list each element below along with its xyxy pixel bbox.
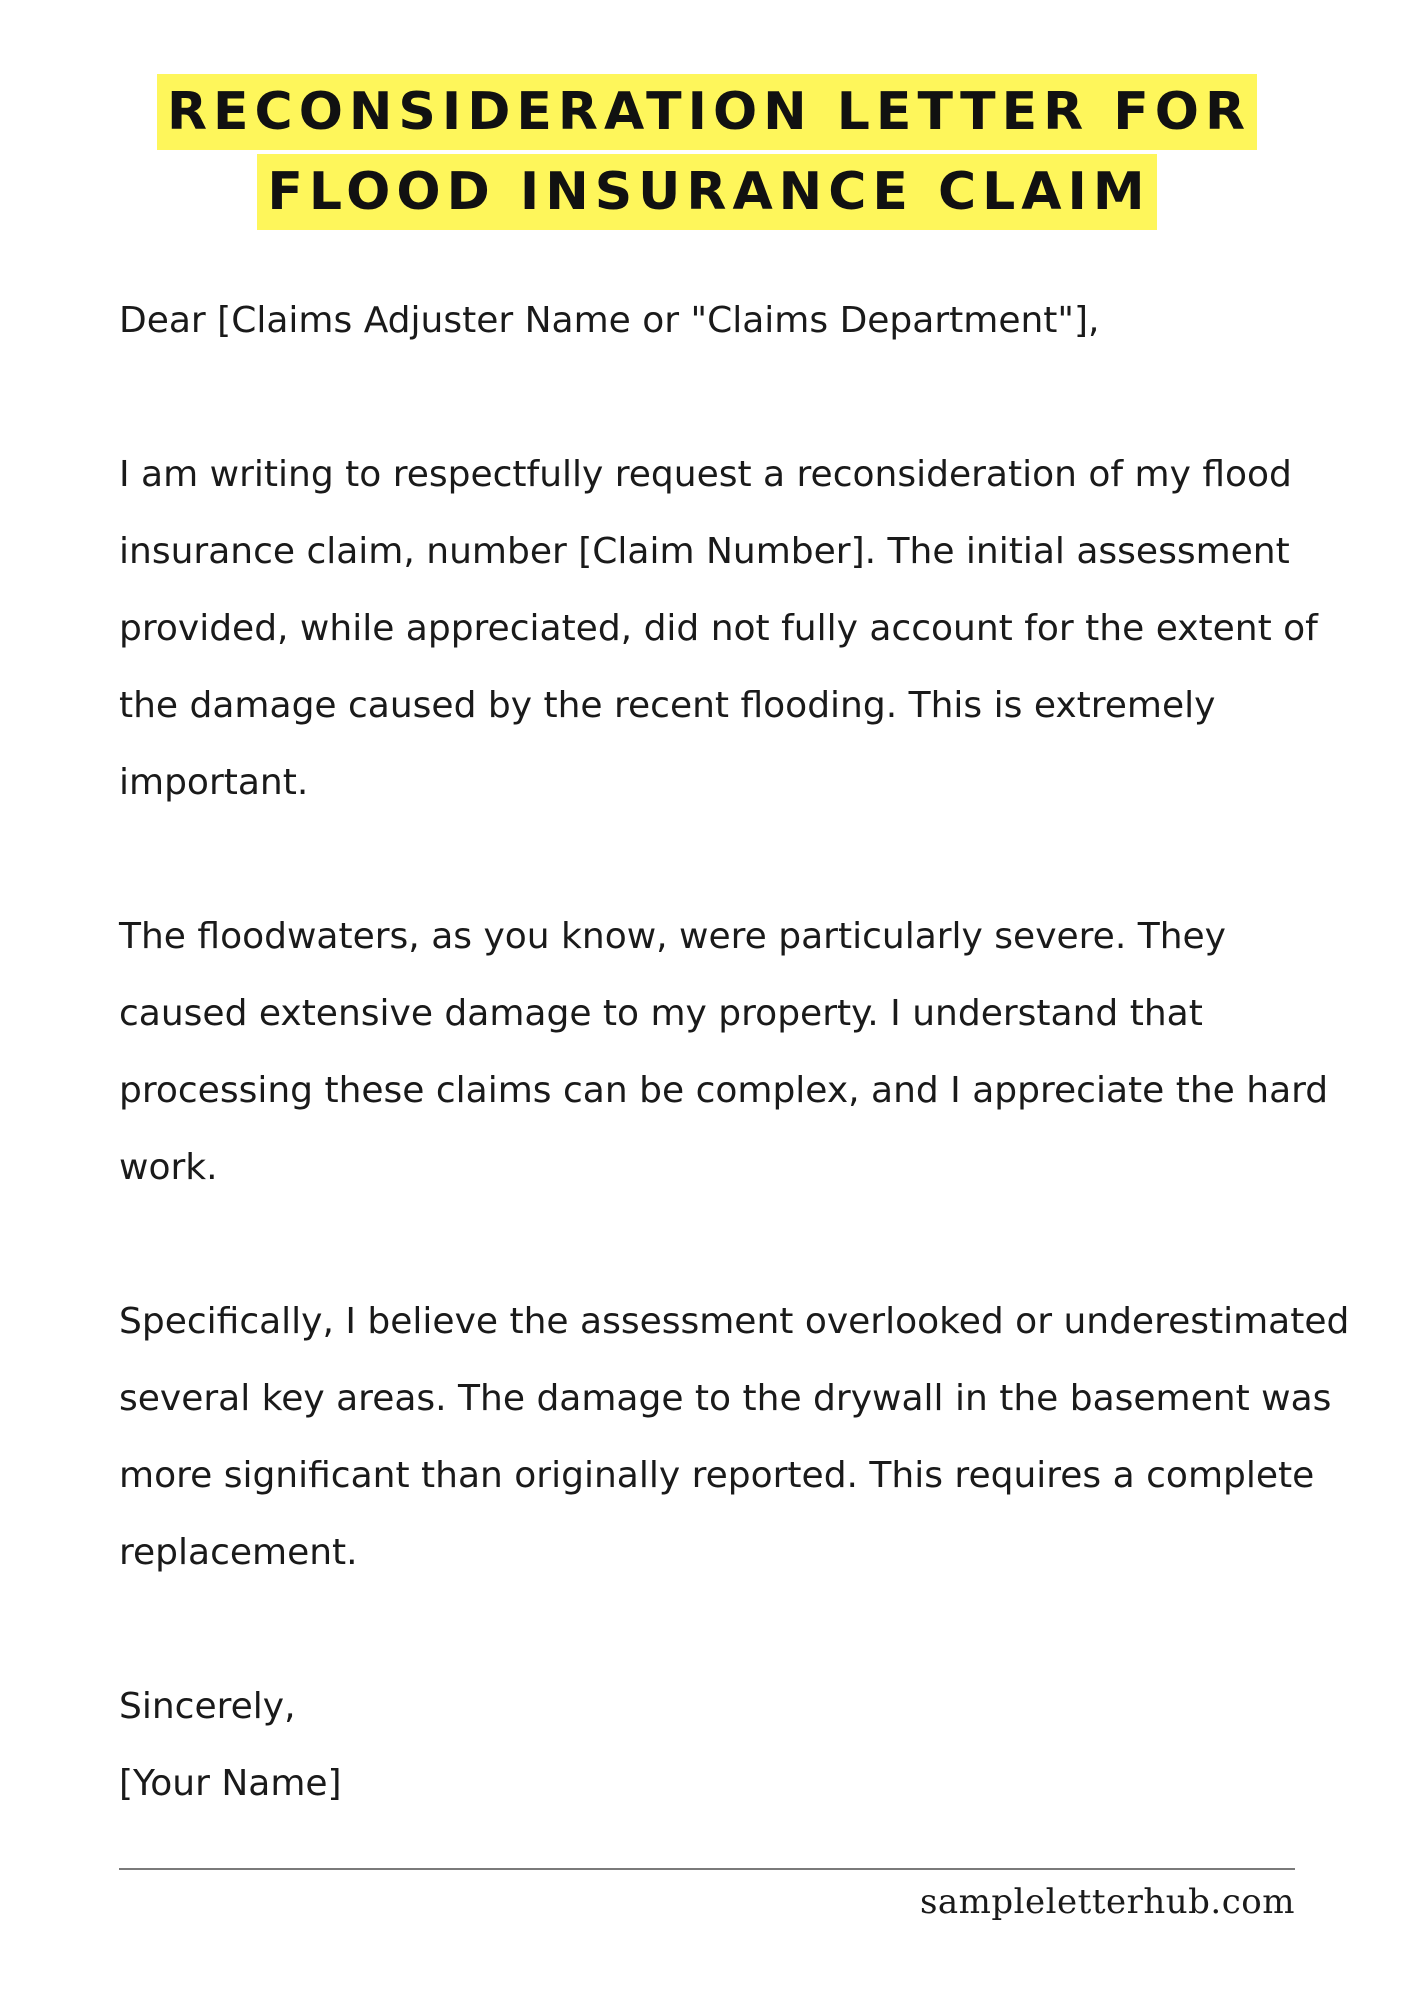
paragraph-2: The floodwaters, as you know, were particularly severe. They caused extensive damage to my property. I understand that processing these claims can be complex, and I appreciate the hard work. [119, 916, 1329, 1188]
footer-site-name: sampleletterhub.com [919, 1882, 1295, 1922]
paragraph-1: I am writing to respectfully request a reconsideration of my flood insurance claim, number [Claim Number]. The initial assessment provided, while appreciated, did not fully account for the extent of the damage caused by the recent flooding. This is extremely important. [119, 454, 1318, 803]
closing: Sincerely, [119, 1686, 296, 1727]
signature-name: [Your Name] [119, 1763, 342, 1804]
document-title [0, 74, 1414, 230]
title-line-1: RECONSIDERATION LETTER FOR [157, 74, 1257, 150]
title-line-2: FLOOD INSURANCE CLAIM [257, 154, 1156, 230]
footer-divider [119, 1868, 1295, 1870]
paragraph-3: Specifically, I believe the assessment overlooked or underestimated several key areas. The damage to the drywall in the basement was more significant than originally reported. This requires a complete replacement. [119, 1301, 1350, 1573]
letter-body [119, 282, 1359, 1822]
salutation: Dear [Claims Adjuster Name or "Claims Department"], [119, 300, 1100, 341]
